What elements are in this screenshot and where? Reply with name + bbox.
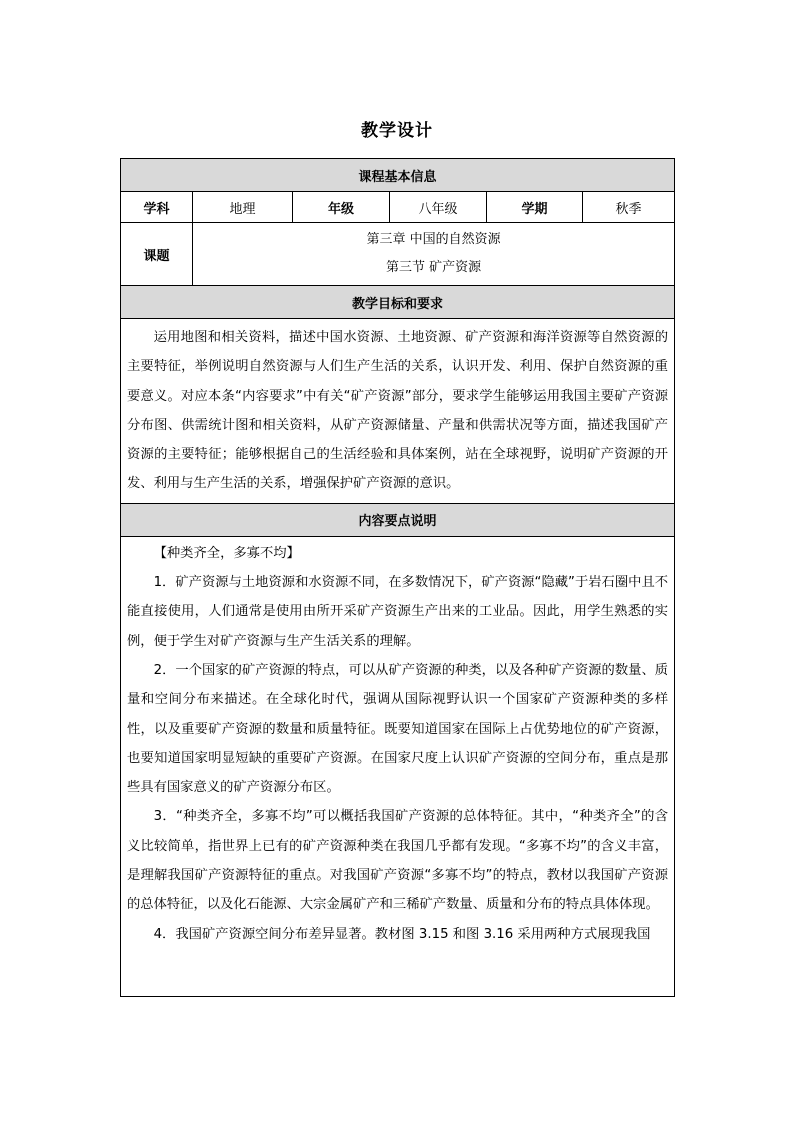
content-paragraph: 3．“种类齐全，多寡不均”可以概括我国矿产资源的总体特征。其中，“种类齐全”的含义比较简单，指世界上已有的矿产资源种类在我国几乎都有发现。“多寡不均”的含义丰富，是理解我国矿产资源特征的重点。对我国矿产资源“多寡不均”的特点，教材以我国矿产资源的总体特征，以及化石能源、大宗金属矿产和三稀矿产数量、质量和分布的特点具体体现。 [127,809,669,913]
grade-value: 八年级 [390,192,487,223]
grade-label: 年级 [293,192,390,223]
subject-label: 学科 [121,192,193,223]
topic-label: 课题 [121,223,193,286]
content-paragraph: 1．矿产资源与土地资源和水资源不同，在多数情况下，矿产资源“隐藏”于岩石圈中且不能直接使用，人们通常是使用由所开采矿产资源生产出来的工业品。因此，用学生熟悉的实例，便于学生对矿产资源与生产生活关系的理解。 [127,575,669,649]
content-cell [121,536,675,996]
topic-value [193,223,675,286]
subject-value: 地理 [193,192,293,223]
page-title: 教学设计 [361,121,433,141]
content-paragraph: 2．一个国家的矿产资源的特点，可以从矿产资源的种类，以及各种矿产资源的数量、质量和空间分布来描述。在全球化时代，强调从国际视野认识一个国家矿产资源种类的多样性，以及重要矿产资源的数量和质量特征。既要知道国家在国际上占优势地位的矿产资源，也要知道国家明显短缺的重要矿产资源。在国家尺度上认识矿产资源的空间分布，重点是那些具有国家意义的矿产资源分布区。 [127,662,669,796]
basic-info-row [121,192,675,223]
content-subtitle: 【种类齐全，多寡不均】 [153,545,300,561]
topic-section: 第三节 矿产资源 [385,260,482,275]
basic-info-header: 课程基本信息 [121,159,675,192]
objectives-cell [121,319,675,504]
topic-row [121,223,675,286]
term-value: 秋季 [583,192,675,223]
objectives-text: 运用地图和相关资料，描述中国水资源、土地资源、矿产资源和海洋资源等自然资源的主要特征，举例说明自然资源与人们生产生活的关系，认识开发、利用、保护自然资源的重要意义。对应本条“内容要求”中有关“矿产资源”部分，要求学生能够运用我国主要矿产资源分布图、供需统计图和相关资料，从矿产资源储量、产量和供需状况等方面，描述我国矿产资源的主要特征；能够根据自己的生活经验和具体案例，站在全球视野，说明矿产资源的开发、利用与生产生活的关系，增强保护矿产资源的意识。 [127,330,669,492]
topic-chapter: 第三章 中国的自然资源 [366,232,501,247]
lesson-design-table [120,158,675,997]
objectives-header: 教学目标和要求 [121,286,675,319]
content-paragraph: 4．我国矿产资源空间分布差异显著。教材图 3.15 和图 3.16 采用两种方式展现我国 [153,926,651,942]
term-label: 学期 [487,192,583,223]
content-header: 内容要点说明 [121,503,675,536]
